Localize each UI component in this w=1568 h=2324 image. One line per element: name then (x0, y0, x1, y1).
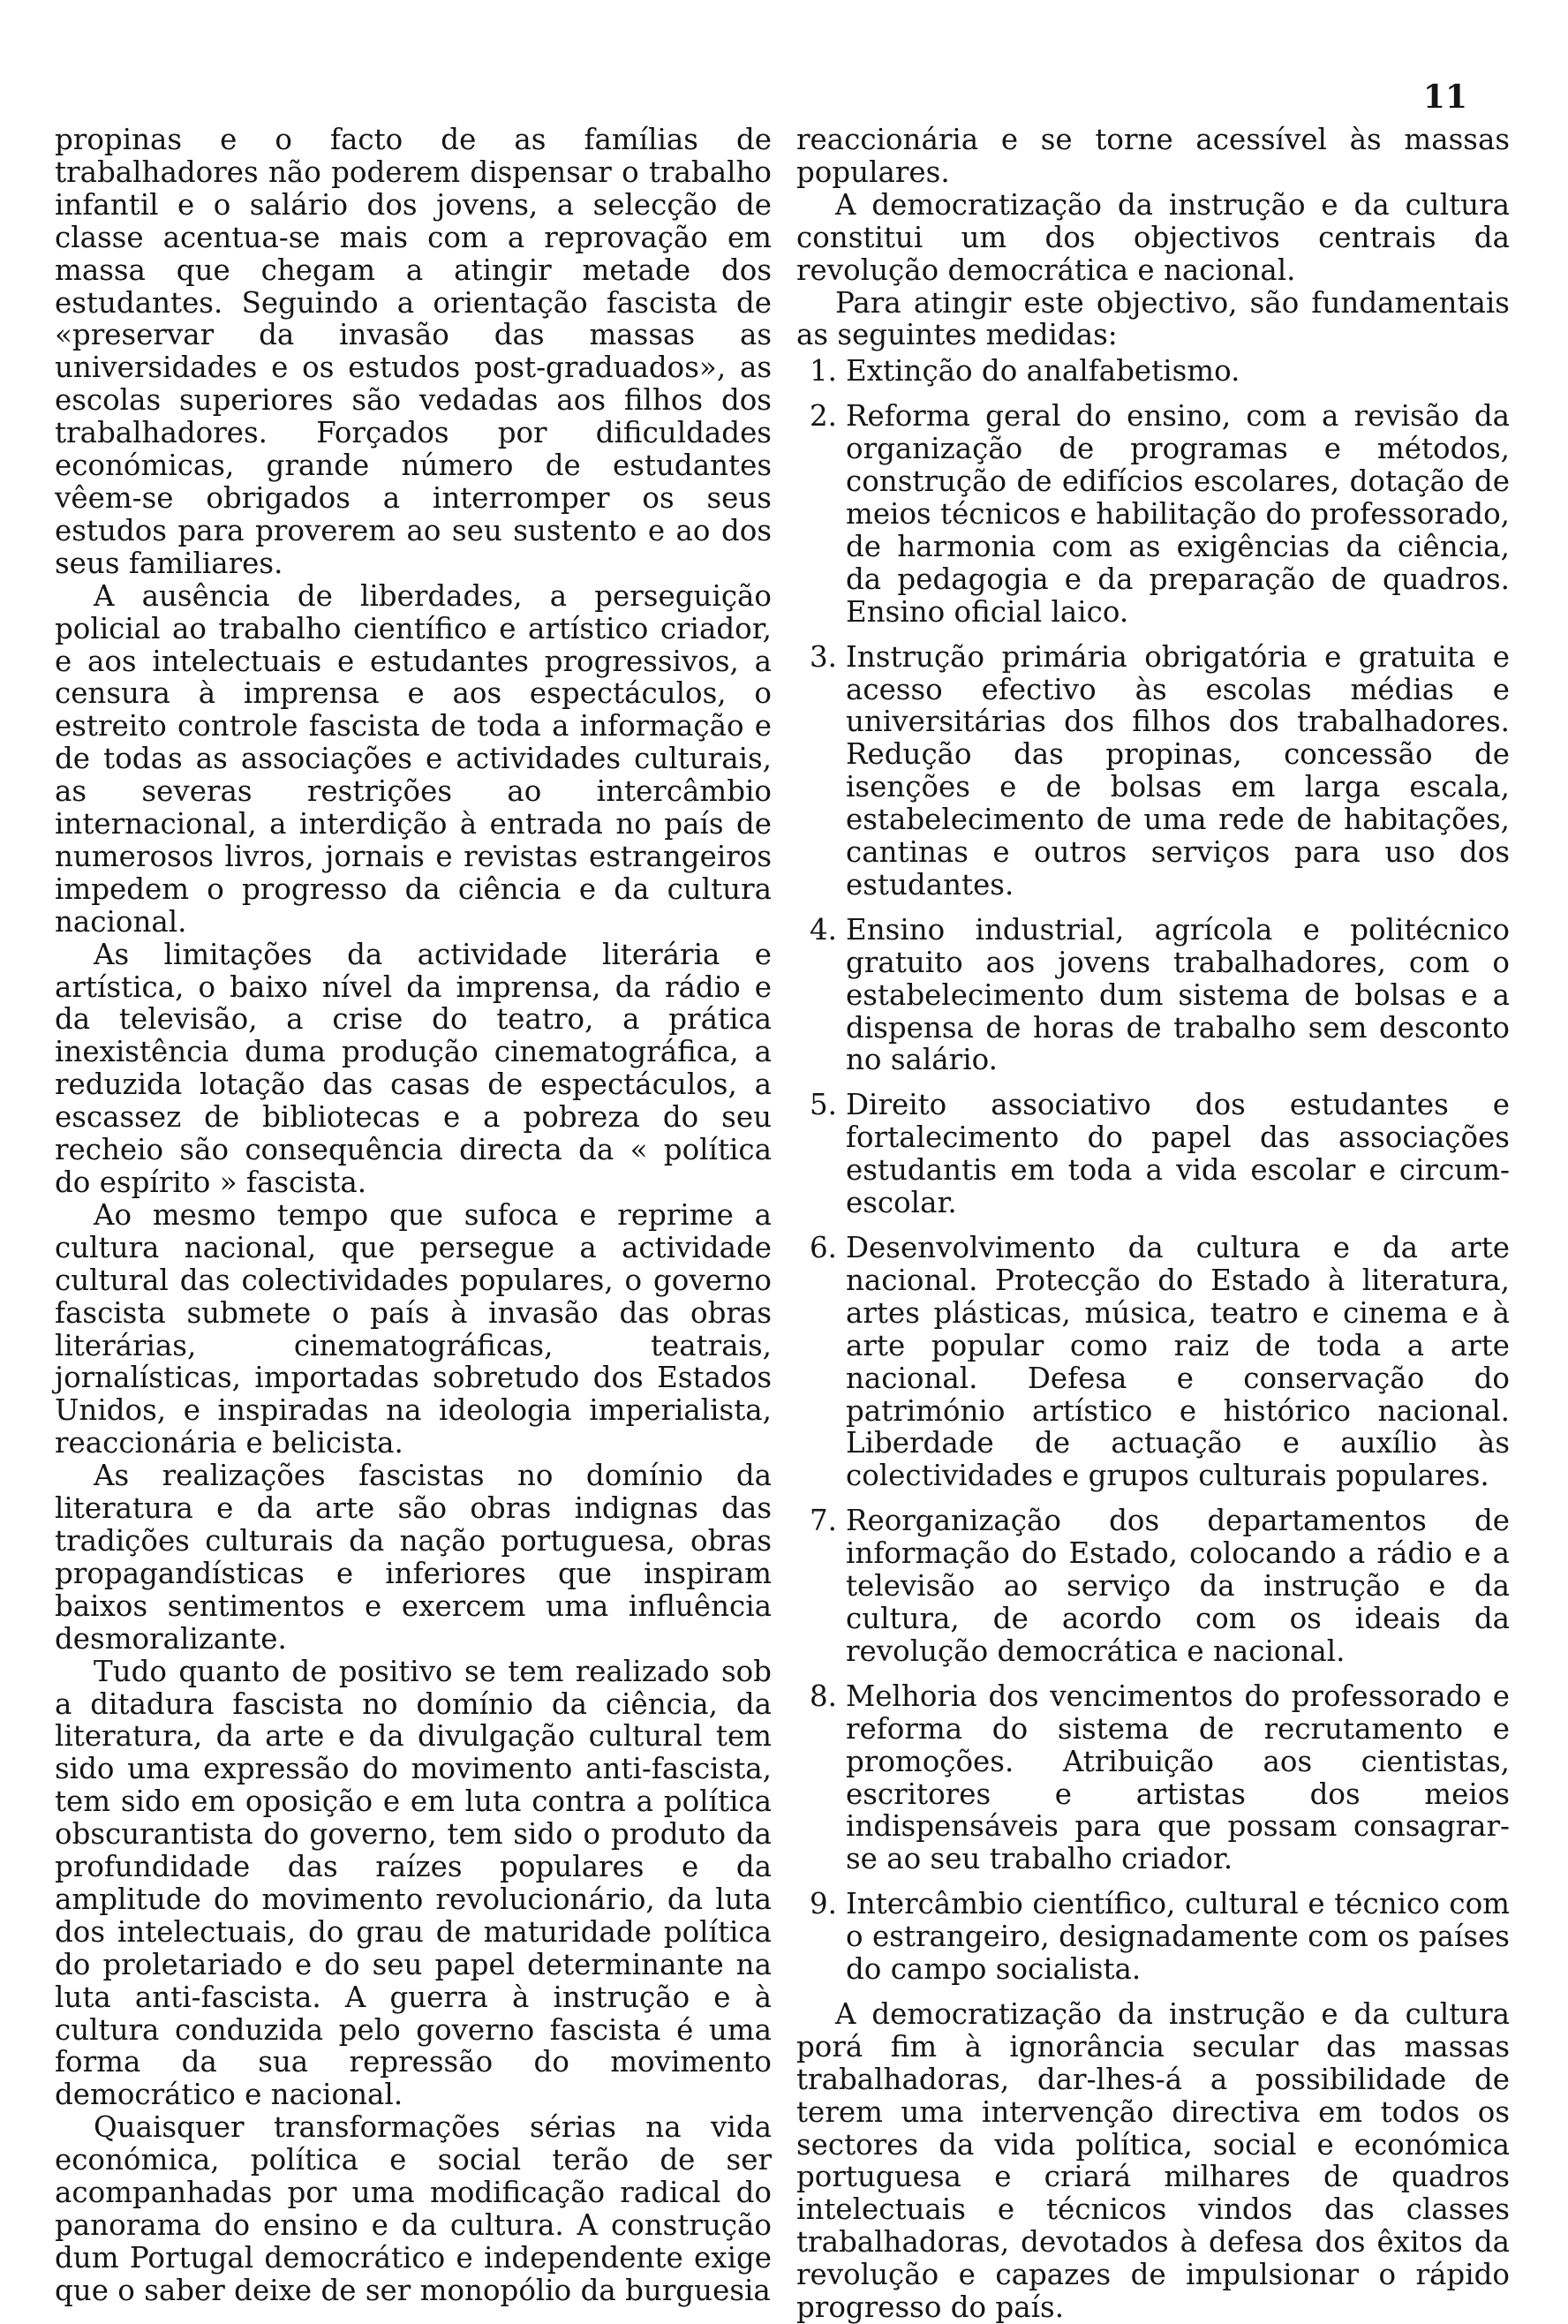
measure-item (796, 641, 1510, 902)
measure-item (796, 1505, 1510, 1668)
left-paragraph-7: Quaisquer transformações sérias na vida económica, política e social terão de ser acompanhadas por uma modificação radical do panorama do ensino e da cultura. A construção dum Portugal democrático e independente exige que o saber deixe de ser monopólio da burguesia (55, 2110, 772, 2307)
left-paragraph-2: A ausência de liberdades, a perseguição policial ao trabalho científico e artístico criador, e aos intelectuais e estudantes progressivos, a censura à imprensa e aos espectáculos, o estreito controle fascista de toda a informação e de todas as associações e actividades culturais, as severas restrições ao intercâmbio internacional, a interdição à entrada no país de numerosos livros, jornais e revistas estrangeiros impedem o progresso da ciência e da cultura nacional. (55, 578, 772, 939)
right-column (796, 124, 1510, 2324)
measure-text: Reorganização dos departamentos de informação do Estado, colocando a rádio e a televisão ao serviço da instrução e da cultura, de acordo com os ideais da revolução democrática e nacional. (846, 1504, 1510, 1668)
left-paragraph-5: As realizações fascistas no domínio da literatura e da arte são obras indignas das tradições culturais da nação portuguesa, obras propagandísticas e inferiores que inspiram baixos sentimentos e exercem uma influência desmoralizante. (55, 1459, 772, 1656)
measure-number: 8. (809, 1679, 837, 1713)
measure-text: Instrução primária obrigatória e gratuita e acesso efectivo às escolas médias e universitárias dos filhos dos trabalhadores. Redução das propinas, concessão de isenções e de bolsas em larga escala, estabelecimento de uma rede de habitações, cantinas e outros serviços para uso dos estudantes. (846, 639, 1510, 902)
measure-number: 3. (809, 639, 837, 674)
measure-number: 1. (809, 354, 837, 389)
measure-item (796, 1680, 1510, 1875)
measure-item (796, 1888, 1510, 1986)
left-paragraph-4: Ao mesmo tempo que sufoca e reprime a cultura nacional, que persegue a actividade cultural das colectividades populares, o governo fascista submete o país à invasão das obras literárias, cinematográficas, teatrais, jornalísticas, importadas sobretudo dos Estados Unidos, e inspiradas na ideologia imperialista, reaccionária e belicista. (55, 1197, 772, 1460)
measure-number: 4. (809, 912, 837, 947)
measure-number: 9. (809, 1887, 837, 1921)
right-paragraph-measures-intro: Para atingir este objectivo, são fundamentais as seguintes medidas: (796, 285, 1510, 352)
measure-text: Direito associativo dos estudantes e fortalecimento do papel das associações estudantis em toda a vida escolar e circum-escolar. (846, 1088, 1510, 1220)
measure-text: Extinção do analfabetismo. (846, 354, 1240, 389)
measure-number: 7. (809, 1504, 837, 1538)
measure-number: 5. (809, 1088, 837, 1122)
left-paragraph-6: Tudo quanto de positivo se tem realizado sob a ditadura fascista no domínio da ciência, da literatura, da arte e da divulgação cultural tem sido uma expressão do movimento anti-fascista, tem sido em oposição e em luta contra a política obscurantista do governo, tem sido o produto da profundidade das raízes populares e da amplitude do movimento revolucionário, da luta dos intelectuais, do grau de maturidade política do proletariado e do seu papel determinante na luta anti-fascista. A guerra à instrução e à cultura conduzida pelo governo fascista é uma forma da sua repressão do movimento democrático e nacional. (55, 1654, 772, 2112)
measure-text: Reforma geral do ensino, com a revisão da organização de programas e métodos, construção de edifícios escolares, dotação de meios técnicos e habilitação do professorado, de harmonia com as exigências da ciência, da pedagogia e da preparação de quadros. Ensino oficial laico. (846, 399, 1510, 629)
right-paragraph-democratization: A democratização da instrução e da cultura constitui um dos objectivos centrais da revolução democrática e nacional. (796, 187, 1510, 287)
measure-text: Melhoria dos vencimentos do professorado e reforma do sistema de recrutamento e promoções. Atribuição aos cientistas, escritores e artistas dos meios indispensáveis para que possam consagrar-se ao seu trabalho criador. (846, 1679, 1510, 1876)
measure-text: Ensino industrial, agrícola e politécnico gratuito aos jovens trabalhadores, com o estabelecimento dum sistema de bolsas e a dispensa de horas de trabalho sem desconto no salário. (846, 912, 1510, 1077)
measure-item (796, 400, 1510, 628)
measure-item (796, 1232, 1510, 1492)
right-paragraph-continuation: reaccionária e se torne acessível às massas populares. (796, 123, 1510, 189)
measure-number: 2. (809, 399, 837, 434)
right-paragraph-conclusion: A democratização da instrução e da cultura porá fim à ignorância secular das massas trabalhadoras, dar-lhes-á a possibilidade de terem uma intervenção directiva em todos os sectores da vida política, social e económica portuguesa e criará milhares de quadros intelectuais e técnicos vindos das classes trabalhadoras, devotados à defesa dos êxitos da revolução e capazes de impulsionar o rápido progresso do país. (796, 1996, 1510, 2324)
measure-item (796, 914, 1510, 1077)
page-number: 11 (1422, 79, 1467, 116)
measure-text: Desenvolvimento da cultura e da arte nacional. Protecção do Estado à literatura, artes plásticas, música, teatro e cinema e à arte popular como raiz de toda a arte nacional. Defesa e conservação do património artístico e histórico nacional. Liberdade de actuação e auxílio às colectividades e grupos culturais populares. (846, 1231, 1510, 1493)
left-paragraph-3: As limitações da actividade literária e artística, o baixo nível da imprensa, da rádio e da televisão, a crise do teatro, a prática inexistência duma produção cinematográfica, a reduzida lotação das casas de espectáculos, a escassez de bibliotecas e a pobreza do seu recheio são consequência directa da « política do espírito » fascista. (55, 937, 772, 1199)
measure-item (796, 1089, 1510, 1219)
measures-list (796, 355, 1510, 1986)
measure-text: Intercâmbio científico, cultural e técnico com o estrangeiro, designadamente com os países do campo socialista. (846, 1887, 1510, 1987)
left-column (55, 124, 772, 2307)
left-paragraph-1: propinas e o facto de as famílias de trabalhadores não poderem dispensar o trabalho infantil e o salário dos jovens, a selecção de classe acentua-se mais com a reprovação em massa que chegam a atingir metade dos estudantes. Seguindo a orientação fascista de «preservar da invasão das massas as universidades e os estudos post-graduados», as escolas superiores são vedadas aos filhos dos trabalhadores. Forçados por dificuldades económicas, grande número de estudantes vêem-se obrigados a interromper os seus estudos para proverem ao seu sustento e ao dos seus familiares. (55, 123, 772, 580)
measure-item (796, 355, 1510, 388)
measure-number: 6. (809, 1231, 837, 1264)
